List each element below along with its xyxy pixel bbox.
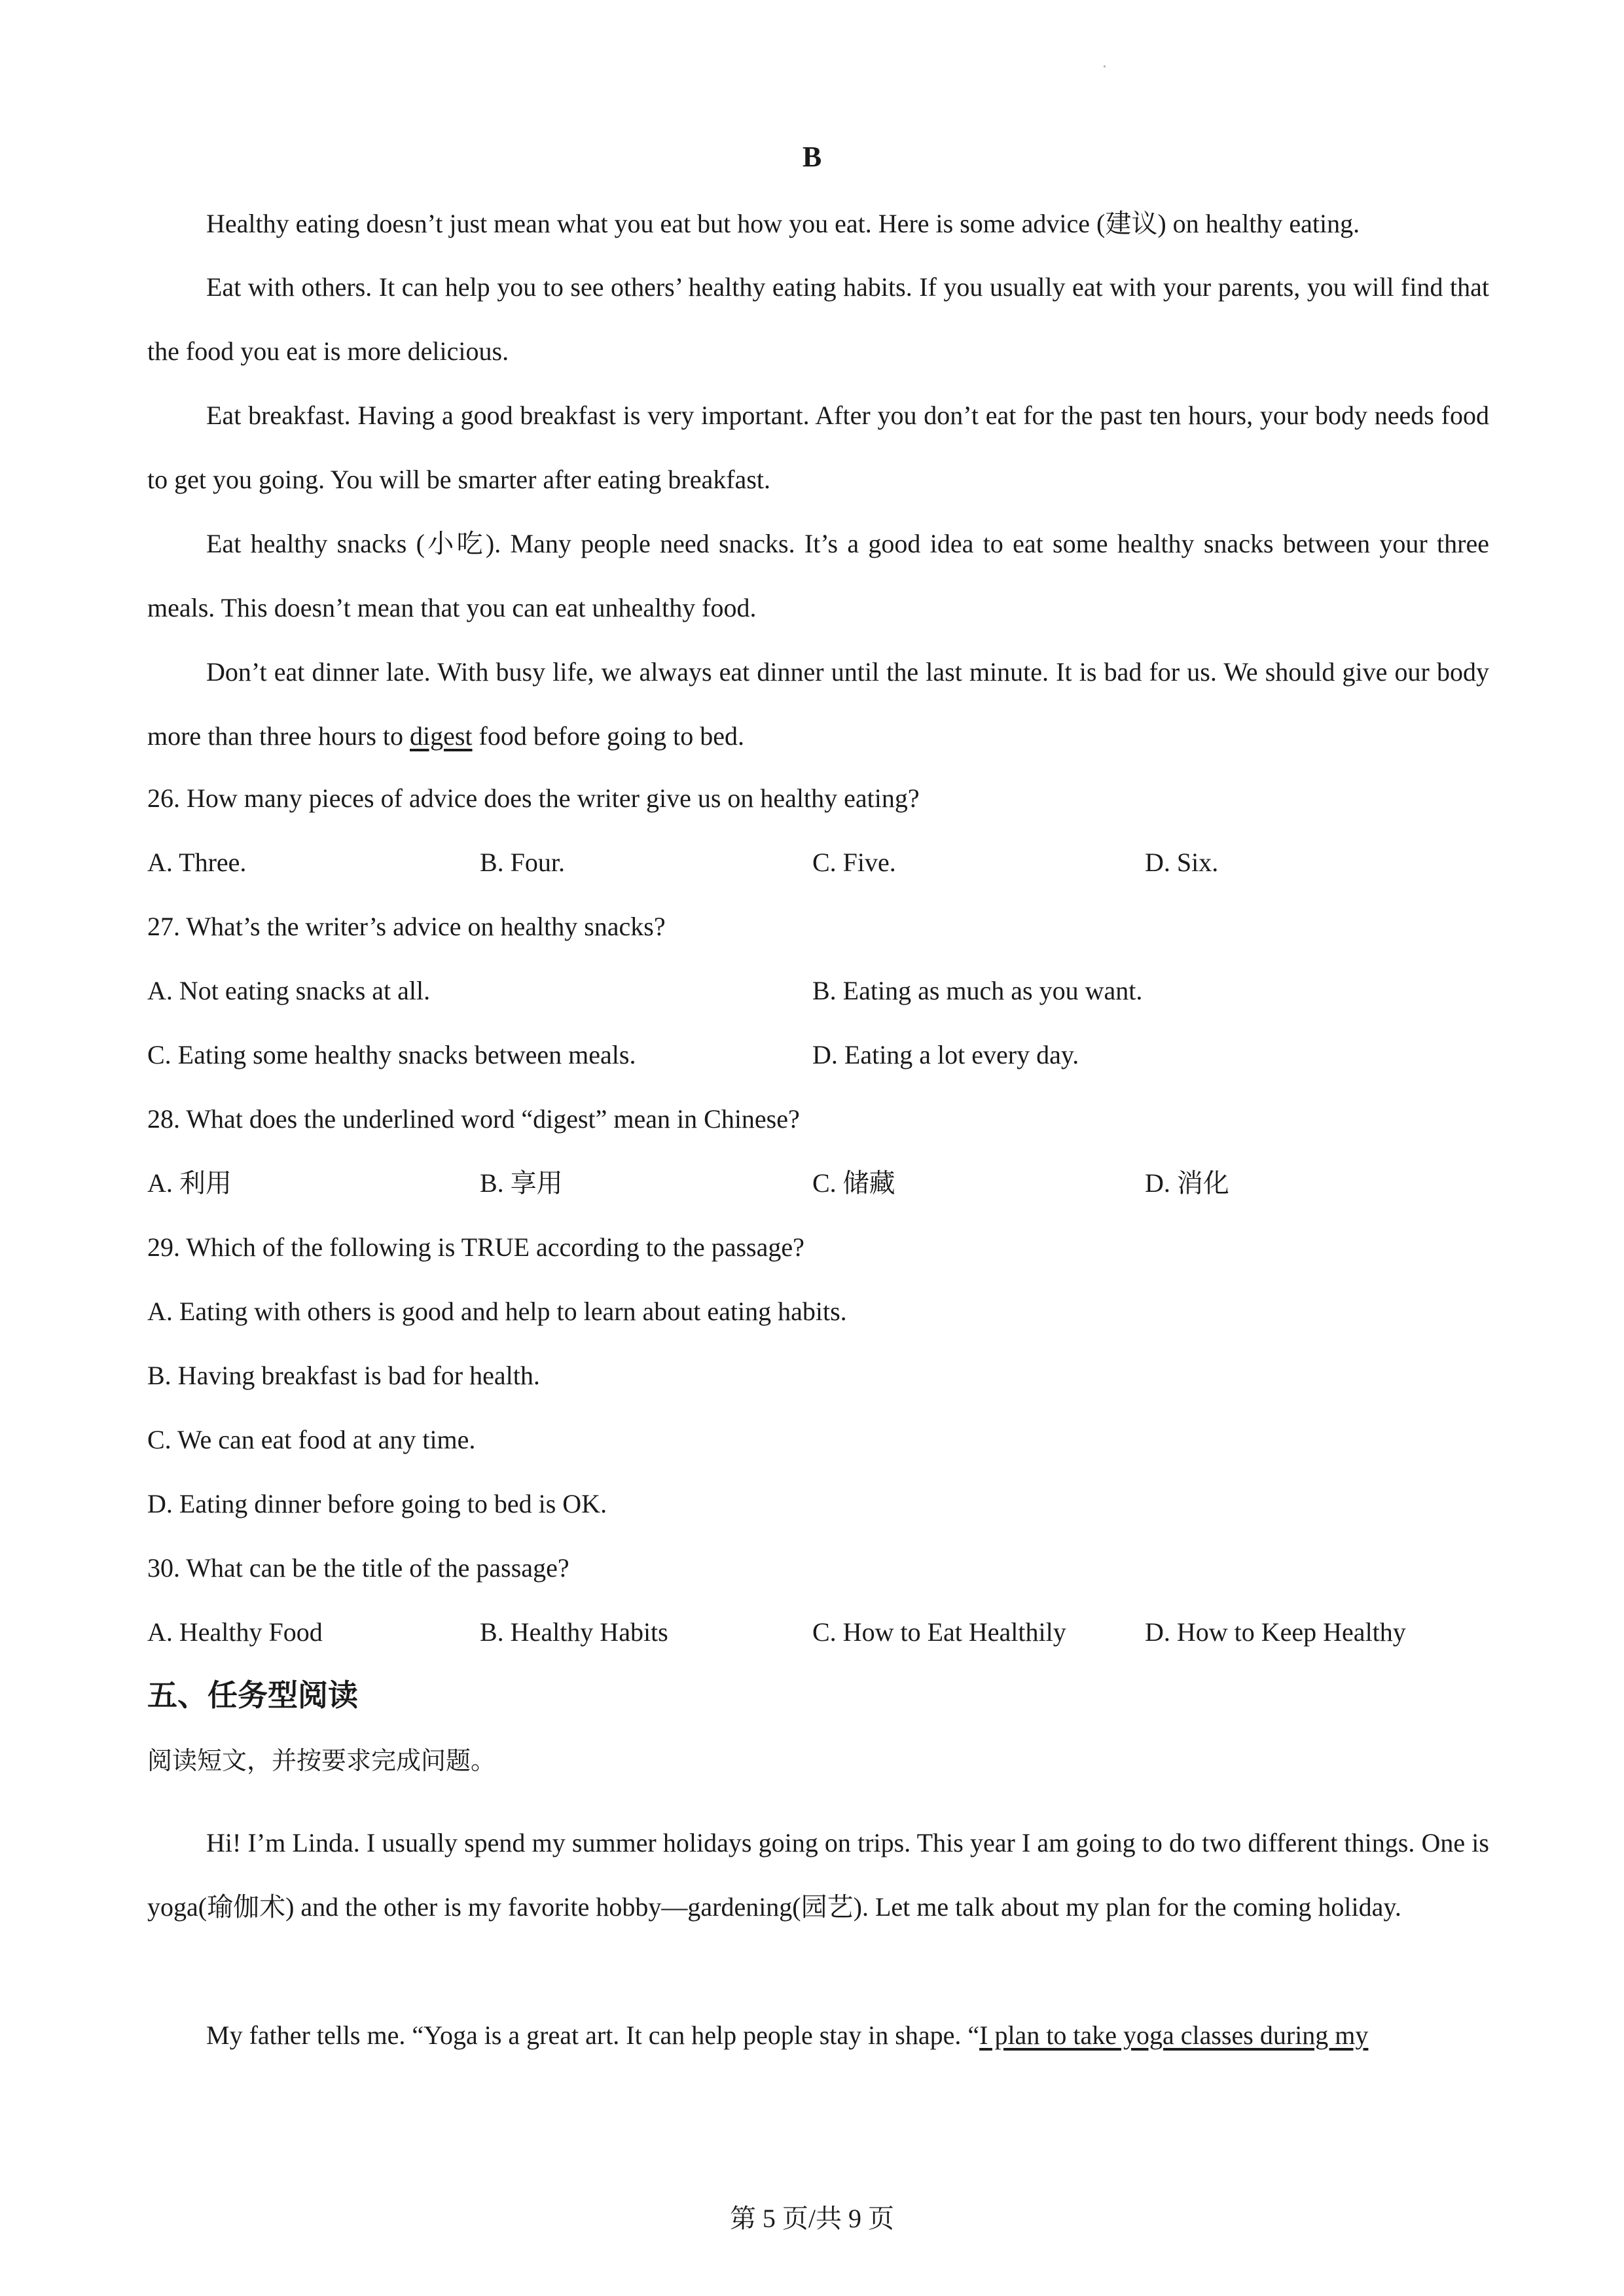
linda-p2-text: My father tells me. “Yoga is a great art. It can help people stay in shape. “: [206, 2020, 980, 2050]
q29-option-c: C. We can eat food at any time.: [147, 1425, 476, 1454]
q30-option-b: B. Healthy Habits: [480, 1617, 668, 1647]
q30-option-a: A. Healthy Food: [147, 1617, 323, 1647]
passage-b-paragraph-2: Eat with others. It can help you to see others’ healthy eating habits. If you usually eat with your parents, you will find that the food you eat is more delicious.: [147, 272, 1489, 366]
scan-speck: [1104, 65, 1106, 67]
question-27-stem: 27. What’s the writer’s advice on healthy snacks?: [147, 912, 666, 941]
linda-paragraph-2: [147, 2003, 1489, 2068]
q30-option-c: C. How to Eat Healthily: [812, 1617, 1066, 1647]
question-30-stem: 30. What can be the title of the passage?: [147, 1553, 569, 1583]
question-28-stem: 28. What does the underlined word “digest” mean in Chinese?: [147, 1104, 800, 1134]
p5-text-before: Don’t eat dinner late. With busy life, we always eat dinner until the last minute. It is bad for us. We should give our body more than three hours to: [147, 657, 1489, 751]
section-5-heading: 五、任务型阅读: [147, 1677, 358, 1713]
passage-b-paragraph-1: Healthy eating doesn’t just mean what you eat but how you eat. Here is some advice (建议) on healthy eating.: [206, 209, 1360, 238]
section-5-instruction: 阅读短文，并按要求完成问题。: [147, 1746, 496, 1775]
q29-option-a: A. Eating with others is good and help to learn about eating habits.: [147, 1297, 847, 1326]
q29-option-b: B. Having breakfast is bad for health.: [147, 1361, 540, 1390]
q29-option-d: D. Eating dinner before going to bed is OK.: [147, 1489, 607, 1518]
q28-option-a: A. 利用: [147, 1168, 232, 1198]
question-26-stem: 26. How many pieces of advice does the writer give us on healthy eating?: [147, 783, 920, 813]
page-number-footer: 第 5 页/共 9 页: [729, 2204, 895, 2233]
q27-option-b: B. Eating as much as you want.: [812, 976, 1143, 1005]
q27-option-c: C. Eating some healthy snacks between meals.: [147, 1040, 636, 1069]
passage-b-paragraph-5: [147, 640, 1489, 768]
q28-option-d: D. 消化: [1145, 1168, 1229, 1198]
underlined-sentence: I plan to take yoga classes during my: [979, 2020, 1369, 2050]
passage-b-paragraph-3: Eat breakfast. Having a good breakfast is very important. After you don’t eat for the past ten hours, your body needs food to get you going. You will be smarter after eating breakfast.: [147, 401, 1489, 494]
q27-option-d: D. Eating a lot every day.: [812, 1040, 1079, 1069]
q26-option-a: A. Three.: [147, 848, 247, 877]
passage-b-paragraph-4: Eat healthy snacks (小吃). Many people need snacks. It’s a good idea to eat some healthy snacks between your three meals. This doesn’t mean that you can eat unhealthy food.: [147, 529, 1489, 622]
q30-option-d: D. How to Keep Healthy: [1145, 1617, 1406, 1647]
q27-option-a: A. Not eating snacks at all.: [147, 976, 431, 1005]
question-29-stem: 29. Which of the following is TRUE according to the passage?: [147, 1232, 804, 1262]
section-title: B: [802, 141, 822, 173]
p5-text-after: food before going to bed.: [472, 721, 744, 751]
q26-option-c: C. Five.: [812, 848, 896, 877]
underlined-word-digest: digest: [410, 721, 473, 751]
linda-paragraph-1: Hi! I’m Linda. I usually spend my summer holidays going on trips. This year I am going to do two different things. One is yoga(瑜伽术) and the other is my favorite hobby—gardening(园艺). Let me talk about my plan for the coming holiday.: [147, 1828, 1489, 1922]
q26-option-d: D. Six.: [1145, 848, 1219, 877]
q28-option-c: C. 储藏: [812, 1168, 895, 1198]
q28-option-b: B. 享用: [480, 1168, 563, 1198]
q26-option-b: B. Four.: [480, 848, 566, 877]
